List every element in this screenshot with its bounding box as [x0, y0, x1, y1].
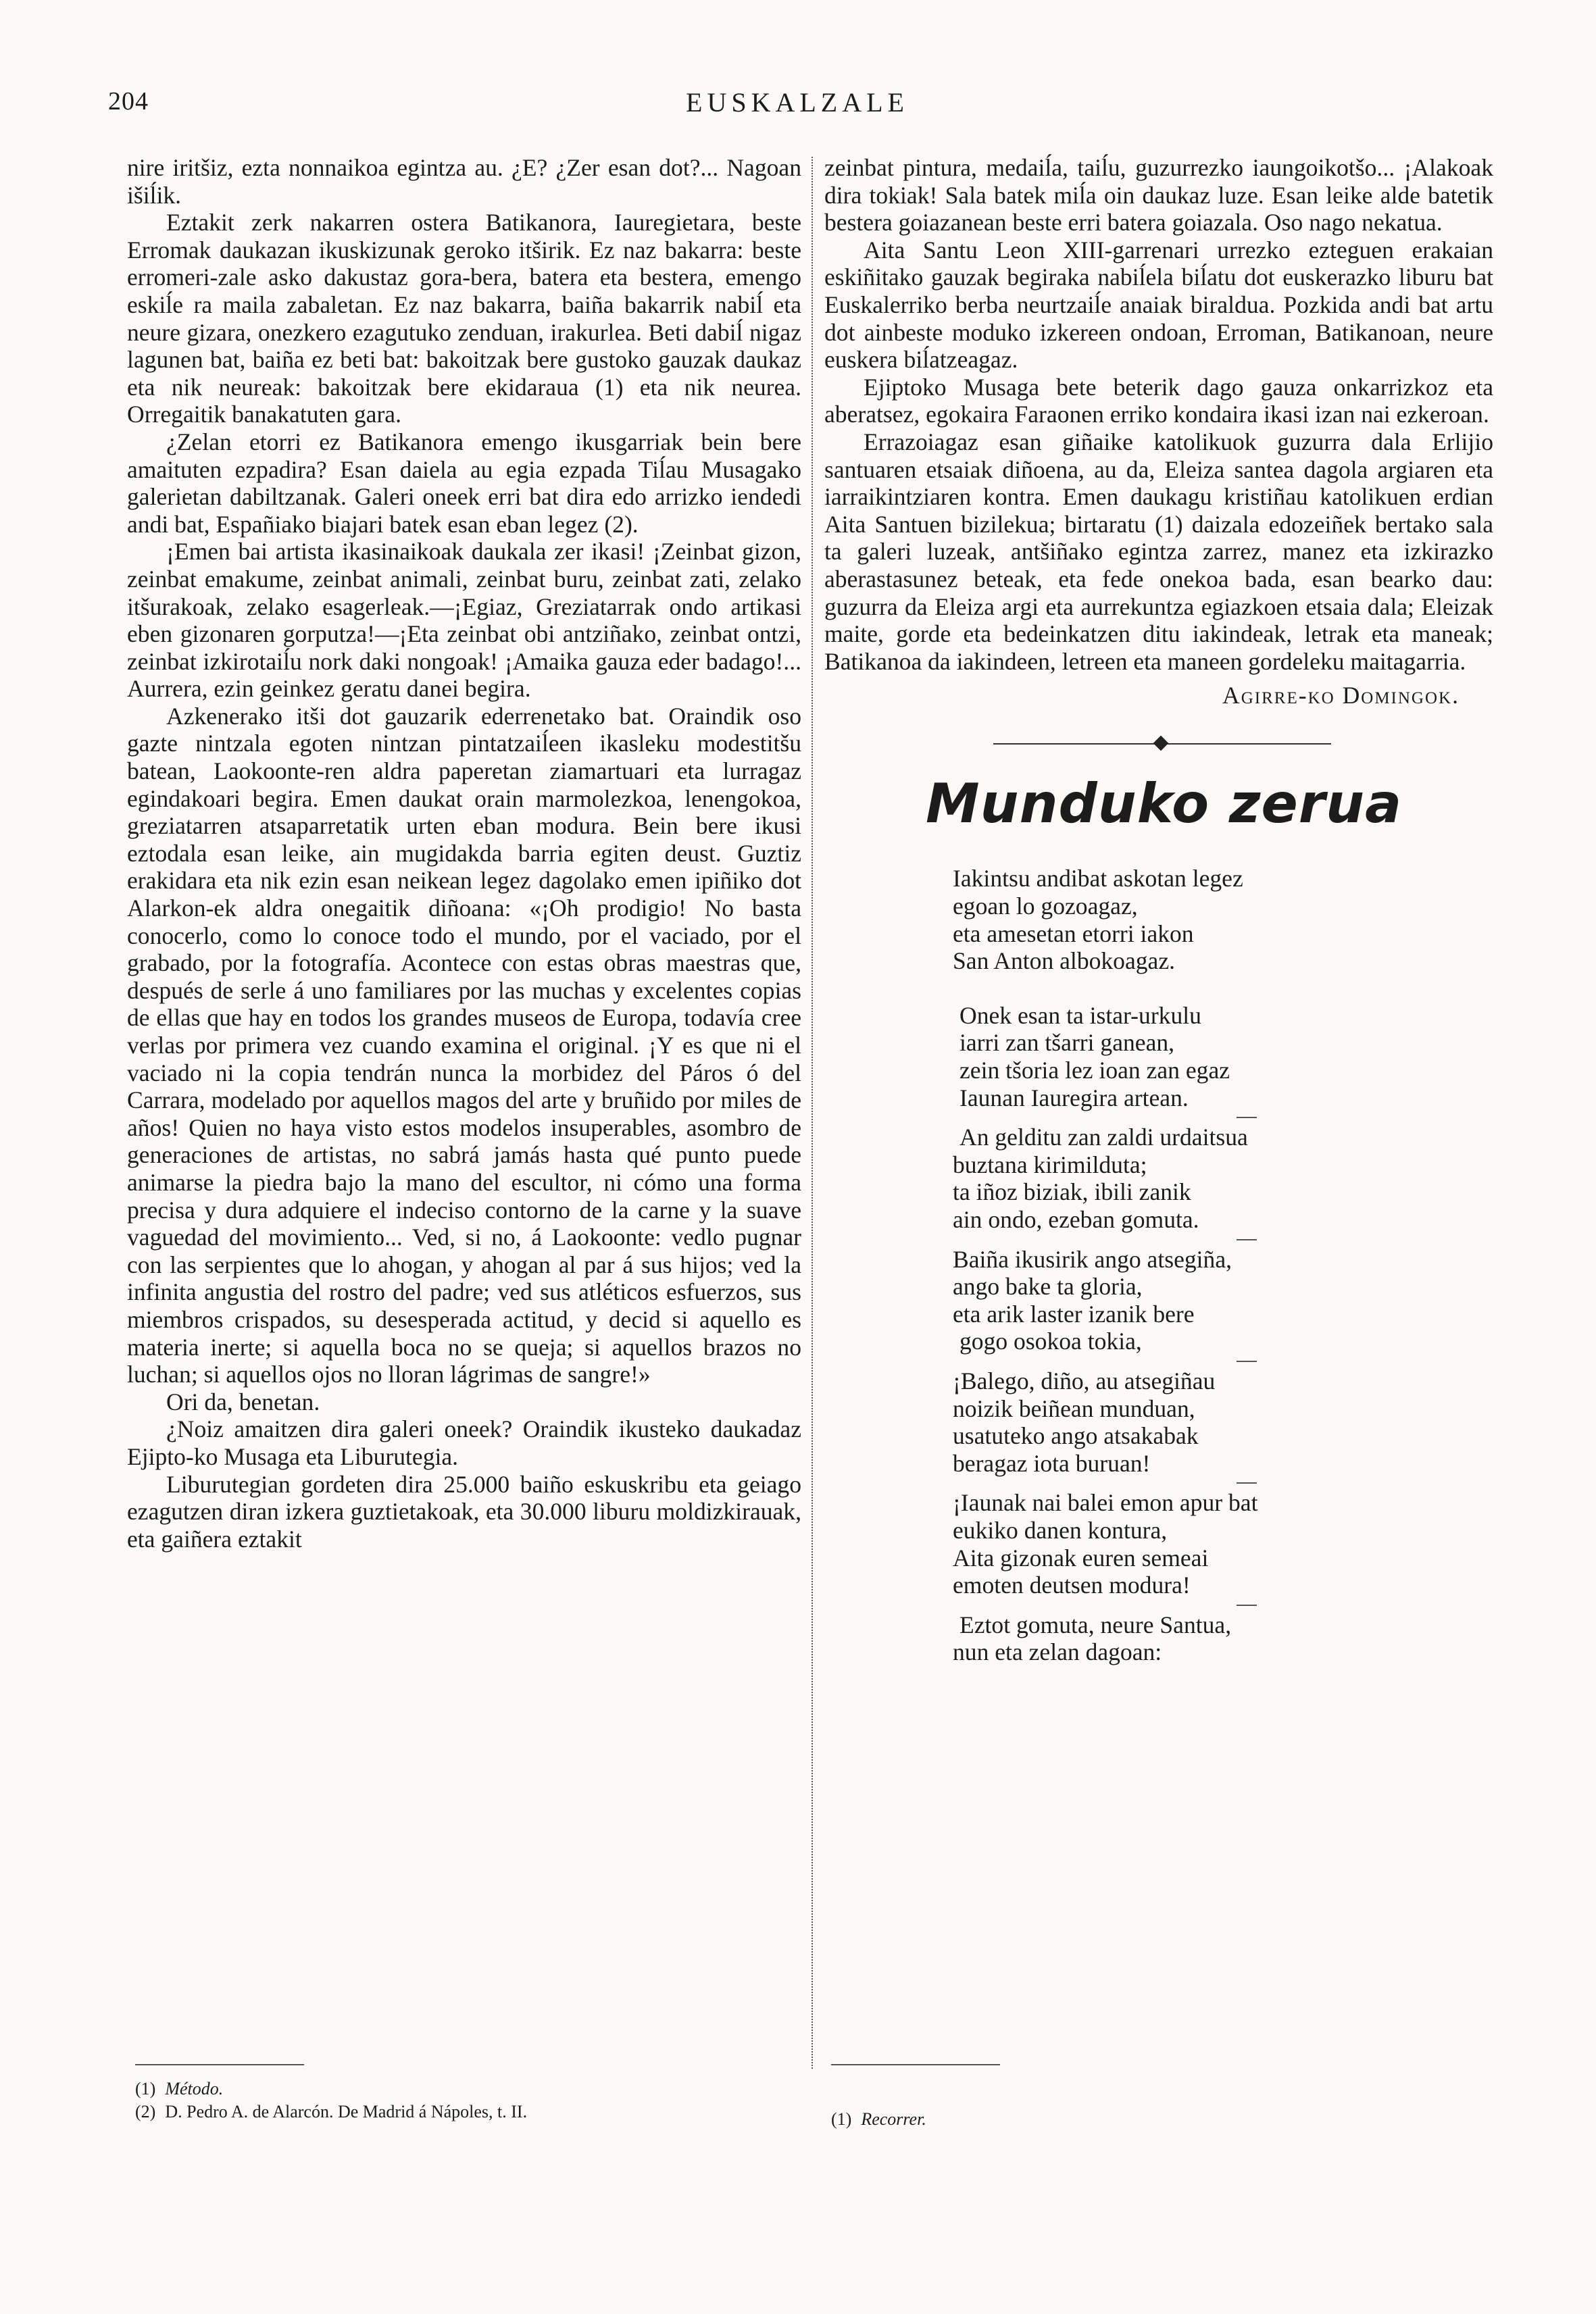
- left-column: [127, 154, 801, 1553]
- verse-line: Onek esan ta istar-urkulu: [959, 1001, 1201, 1029]
- left-footnotes: [135, 2078, 784, 2123]
- poem-stanza: [953, 1489, 1493, 1599]
- paragraph: Ori da, benetan.: [166, 1388, 320, 1415]
- footnote-text: Recorrer.: [861, 2109, 926, 2129]
- verse-line: gogo osokoa tokia,: [959, 1328, 1142, 1355]
- paragraph: Errazoiagaz esan giñaike katolikuok guzurra dala Erlijio santuaren etsaiak diñoena, au da, Eleiza santea dagola argiaren eta iarraikintziaren kontra. Emen daukagu kristiñau katolikuen erdian Aita Santuen bizilekua; birtaratu (1) daizala edozeiñek bertako sala ta galeri luzeak, antšiñako egintza zarrez, manez eta izkirazko aberastasunez beteak, eta fede onekoa bada, esan bearko dau: guzurra da Eleiza argi eta aurrekuntza egiazkoen etsaia dala; Eleizak maite, gorde eta bedeinkatzen ditu iakindeak, letrak eta maneak; Batikanoa da iakindeen, letreen eta maneen gordeleku maitagarria.: [824, 428, 1493, 675]
- footnote-mark: (1): [135, 2079, 156, 2098]
- verse-line: nun eta zelan dagoan:: [953, 1638, 1162, 1666]
- verse-line: iarri zan tšarri ganean,: [959, 1029, 1175, 1057]
- poem-stanza: [953, 1124, 1493, 1233]
- section-ornament: [824, 730, 1493, 757]
- footnote-rule: [135, 2064, 304, 2065]
- poem-stanza: [953, 1002, 1493, 1111]
- right-column: [824, 154, 1493, 1693]
- paragraph: ¿Noiz amaitzen dira galeri oneek? Oraindik ikusteko daukadaz Ejipto-ko Musaga eta Liburutegia.: [127, 1415, 801, 1470]
- poem-title: Munduko zerua: [926, 772, 1403, 835]
- paragraph: nire iritšiz, ezta nonnaikoa egintza au. ¿E? ¿Zer esan dot?... Nagoan išiĺik.: [127, 154, 801, 209]
- paragraph: Azkenerako itši dot gauzarik ederrenetako bat. Oraindik oso gazte nintzala egoten nintzan pintatzaiĺeen ikasleku modestitšu batean, Laokoonte-ren aldra paperetan ziamartuari eta lurragaz egindakoari begira. Emen daukat orain marmolezkoa, lenengokoa, greziatarren atsaparretatik urten eban modura. Bein bere ikusi eztodala esan leike, ain mugidakda barria egiten deust. Guztiz erakidara eta nik ezin esan neikean legez dagolako emen ipiñiko dot Alarkon-ek aldra onegaitik diñoana: «¡Oh prodigio! No basta conocerlo, como lo conoce todo el mundo, por el vaciado, por el grabado, por la fotografía. Acontece con estas obras maestras que, después de serle á uno familiares por las muchas y excelentes copias de ellas que hay en todos los grandes museos de Europa, todavía cree verlas por primera vez cuando examina el original. ¡Y es que ni el vaciado ni la copia tendrán nunca la morbidez del Páros ó del Carrara, modelado por aquellos magos del arte y bruñido por miles de años! Quien no haya visto estos modelos insuperables, asombro de generaciones de artistas, no sabrá jamás hasta qué punto puede animarse la piedra bajo la mano del escultor, ni cómo una forma precisa y dura adquiere el indeciso contorno de la carne y la suave vaguedad del movimiento... Ved, si no, á Laokoonte: vedlo pugnar con las serpientes que lo ahogan, y ahogan al par á sus hijos; ved la infinita angustia del rostro del padre; ved sus atléticos esfuerzos, sus miembros crispados, su desesperada actitud, y decid si aquello es materia inerte; si aquella boca no se queja; si aquellos brazos no luchan; si aquellos ojos no lloran lágrimas de sangre!»: [127, 702, 801, 1388]
- verse-line: emoten deutsen modura!: [953, 1571, 1191, 1599]
- footnote-text: D. Pedro A. de Alarcón. De Madrid á Nápoles, t. II.: [165, 2102, 528, 2121]
- running-title: EUSKALZALE: [686, 87, 909, 118]
- poem-stanza: [953, 1367, 1493, 1477]
- author-signature: Agirre-ko Domingok.: [1222, 682, 1460, 709]
- verse-line: San Anton albokoagaz.: [953, 947, 1176, 975]
- verse-line: ta iñoz biziak, ibili zanik: [953, 1178, 1191, 1206]
- paragraph: Eztakit zerk nakarren ostera Batikanora, Iauregietara, beste Erromak daukazan ikuskizunak geroko itširik. Ez naz bakarra: beste erromeri-zale asko dakustaz gora-bera, batera eta bestera, emengo eskiĺe ra maila zabaletan. Ez naz bakarra, baiña bakarrik nabiĺ eta neure gizara, onezkero ezagutuko zenduan, irakurlea. Beti dabiĺ nigaz lagunen bat, baiña ez beti bat: bakoitzak bere gustoko gauzak daukaz eta nik neureak: bakoitzak bere ekidaraua (1) eta nik neurea. Orregaitik banakatuten gara.: [127, 209, 801, 428]
- paragraph: Ejiptoko Musaga bete beterik dago gauza onkarrizkoz eta aberatsez, egokaira Faraonen erriko kondaira ikasi izan nai ezkeroan.: [824, 373, 1493, 428]
- verse-line: noizik beiñean munduan,: [953, 1394, 1195, 1422]
- verse-line: ¡Iaunak nai balei emon apur bat: [953, 1489, 1258, 1517]
- verse-line: Iaunan Iauregira artean.: [959, 1084, 1189, 1111]
- verse-line: ain ondo, ezeban gomuta.: [953, 1206, 1199, 1233]
- footnote: [135, 2101, 784, 2123]
- stanza-separator: [1237, 1482, 1257, 1484]
- footnote-mark: (1): [831, 2109, 852, 2129]
- paragraph: ¿Zelan etorri ez Batikanora emengo ikusgarriak bein bere amaituten ezpadira? Esan daiela au egia ezpada Tiĺau Musagako galerietan dabiltzanak. Galeri oneek erri bat dira edo arrizko iendedi andi bat, Españiako biajari batek esan eban legez (2).: [127, 428, 801, 538]
- verse-line: ¡Balego, diño, au atsegiñau: [953, 1367, 1216, 1394]
- stanza-separator: [1237, 1117, 1257, 1118]
- verse-line: Baiña ikusirik ango atsegiña,: [953, 1245, 1232, 1273]
- verse-line: zein tšoria lez ioan zan egaz: [959, 1057, 1230, 1084]
- verse-line: eta arik laster izanik bere: [953, 1300, 1195, 1328]
- verse-line: buztana kirimilduta;: [953, 1151, 1147, 1178]
- paragraph: zeinbat pintura, medaiĺa, taiĺu, guzurrezko iaungoikotšo... ¡Alakoak dira tokiak! Sala batek miĺa oin daukaz luze. Esan leike alde batetik bestera goiazanean beste erri batera goiazala. Oso nago nekatua.: [824, 154, 1493, 236]
- poem-stanza: [953, 1246, 1493, 1355]
- paragraph: Aita Santu Leon XIII-garrenari urrezko ezteguen erakaian eskiñitako gauzak begiraka nabiĺela biĺatu dot euskerazko liburu bat Euskalerriko berba neurtzaiĺe anaiak biraldua. Pozkida andi bat artu dot ainbeste moduko izkereen ondoan, Erroman, Batikanoan, neure euskera biĺatzeagaz.: [824, 236, 1493, 374]
- poem-stanza: [953, 1611, 1493, 1666]
- paragraph: Liburutegian gordeten dira 25.000 baiño eskuskribu eta geiago ezagutzen diran izkera guztietakoak, eta 30.000 liburu moldizkirauak, eta gaiñera eztakit: [127, 1470, 801, 1553]
- paragraph: ¡Emen bai artista ikasinaikoak daukala zer ikasi! ¡Zeinbat gizon, zeinbat emakume, zeinbat animali, zeinbat buru, zeinbat zati, zelako itšurakoak, zelako esagerleak.—¡Egiaz, Greziatarrak ondo artikasi eben gizonaren gorputza!—¡Eta zeinbat obi antziñako, zeinbat ontzi, zeinbat izkirotaiĺu nork daki nongoak! ¡Amaika gauza eder badago!... Aurrera, ezin geinkez geratu danei begira.: [127, 538, 801, 703]
- footnote: [831, 2108, 1439, 2131]
- stanza-separator: [1237, 1605, 1257, 1606]
- verse-line: eukiko danen kontura,: [953, 1516, 1168, 1544]
- stanza-separator: [1237, 1361, 1257, 1362]
- verse-line: eta amesetan etorri iakon: [953, 920, 1194, 947]
- stanza-separator: [1237, 1239, 1257, 1240]
- right-footnotes: [831, 2108, 1439, 2131]
- footnote-text: Método.: [165, 2079, 224, 2098]
- verse-line: beragaz iota buruan!: [953, 1449, 1151, 1477]
- poem: [953, 865, 1493, 1665]
- verse-line: usatuteko ango atsakabak: [953, 1422, 1199, 1450]
- poem-stanza: [953, 865, 1493, 974]
- page-header: [108, 86, 1487, 127]
- footnote-mark: (2): [135, 2102, 156, 2121]
- verse-line: Eztot gomuta, neure Santua,: [959, 1611, 1232, 1638]
- verse-line: Aita gizonak euren semeai: [953, 1544, 1209, 1571]
- footnote: [135, 2078, 784, 2101]
- ornament-diamond-icon: [1153, 736, 1169, 751]
- column-divider: [812, 157, 813, 2069]
- verse-line: egoan lo gozoagaz,: [953, 892, 1138, 920]
- verse-line: An gelditu zan zaldi urdaitsua: [959, 1124, 1248, 1151]
- page-number: 204: [108, 87, 149, 116]
- verse-line: ango bake ta gloria,: [953, 1273, 1143, 1301]
- footnote-rule: [831, 2064, 1000, 2065]
- verse-line: Iakintsu andibat askotan legez: [953, 865, 1243, 892]
